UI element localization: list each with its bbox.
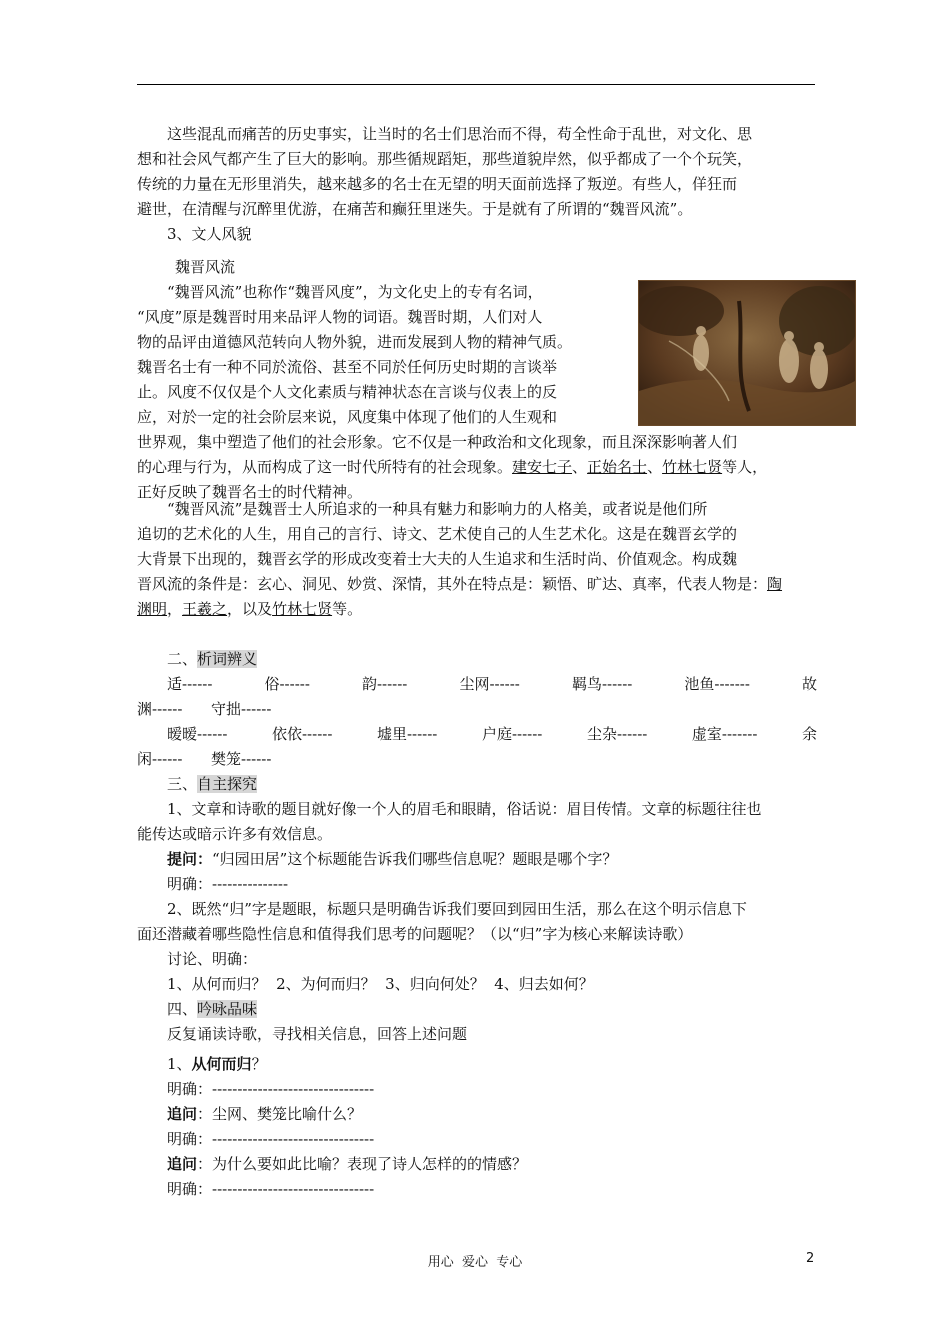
text-line: 世界观，集中塑造了他们的社会形象。它不仅是一种政治和文化现象，而且深深影响著人们	[137, 433, 738, 451]
link-tao-yuanming[interactable]: 陶	[767, 575, 783, 593]
section-heading	[137, 647, 817, 672]
answer-line: 明确：--------------------------------	[167, 1080, 375, 1098]
link-zhengshi[interactable]: 正始名士	[587, 458, 648, 476]
vocab-item: 尘杂------	[586, 725, 648, 743]
follow-label: 追问	[167, 1105, 198, 1123]
page-number: 2	[806, 1251, 815, 1266]
text-line: 这些混乱而痛苦的历史事实，让当时的名士们思治而不得，苟全性命于乱世，对文化、思	[167, 125, 753, 143]
text-line: 应，对於一定的社会阶层来说，风度集中体现了他们的人生观和	[137, 408, 558, 426]
vocab-row	[137, 722, 817, 747]
text-line: 追切的艺术化的人生，用自己的言行、诗文、艺术使自己的人生艺术化。这是在魏晋玄学的	[137, 525, 738, 543]
vocab-item: 池鱼-------	[684, 675, 750, 693]
section-number: 二、	[167, 650, 198, 668]
section-title: 自主探究	[197, 775, 258, 793]
text-line: “魏晋风流”也称作“魏晋风度”，为文化史上的专有名词，	[167, 283, 543, 301]
separator: 、	[647, 458, 663, 476]
link-zhulin[interactable]: 竹林七贤	[662, 458, 723, 476]
section-appreciation	[137, 997, 817, 1202]
text-line: 能传达或暗示许多有效信息。	[137, 825, 333, 843]
text-line	[137, 597, 817, 622]
paragraph-fengliu	[137, 497, 817, 622]
questions-line: 1、从何而归？ 2、为何而归？ 3、归向何处？ 4、归去如何？	[167, 975, 594, 993]
section-title: 析词辨义	[197, 650, 258, 668]
question-line	[137, 1152, 817, 1177]
subheading: 魏晋风流	[175, 258, 236, 276]
vocab-row	[137, 672, 817, 697]
text-line: 避世，在清醒与沉醉里优游，在痛苦和癫狂里迷失。于是就有了所谓的“魏晋风流”。	[137, 200, 693, 218]
ask-label: 提问：	[167, 850, 213, 868]
section-heading	[137, 997, 817, 1022]
vocab-row-cont: 渊------ 守拙------	[137, 700, 272, 718]
footer-motto: 用心 爱心 专心	[427, 1255, 523, 1270]
follow-label: 追问	[167, 1155, 198, 1173]
vocab-item: 余	[801, 725, 817, 743]
text-line	[137, 455, 817, 480]
link-tao-yuanming[interactable]: 渊明	[137, 600, 168, 618]
text-line: 2、既然“归”字是题眼，标题只是明确告诉我们要回到园田生活，那么在这个明示信息下	[167, 900, 747, 918]
text-span: 的心理与行为，从而构成了这一时代所特有的社会现象。	[137, 458, 513, 476]
ask-text: “归园田居”这个标题能告诉我们哪些信息呢？题眼是哪个字？	[212, 850, 618, 868]
text-span: 等人，	[722, 458, 768, 476]
vocab-item: 虚室-------	[691, 725, 758, 743]
question-mark: ？	[251, 1055, 267, 1073]
question-line	[137, 1102, 817, 1127]
text-line	[137, 572, 817, 597]
vocab-item: 户庭------	[481, 725, 543, 743]
text-line: “风度”原是魏晋时用来品评人物的词语。魏晋时期，人们对人	[137, 308, 543, 326]
text-line: 反复诵读诗歌，寻找相关信息，回答上述问题	[167, 1025, 468, 1043]
section-heading	[137, 772, 817, 797]
vocab-item: 暧暧------	[167, 725, 228, 743]
text-span: ，以及	[227, 600, 273, 618]
section-vocabulary	[137, 647, 817, 772]
answer-line: 明确：--------------------------------	[167, 1180, 375, 1198]
paragraph-weijin	[137, 255, 817, 505]
text-span: 晋风流的条件是：玄心、洞见、妙赏、深情，其外在特点是：颖悟、旷达、真率，代表人物是：	[137, 575, 768, 593]
text-line: 面还潜藏着哪些隐性信息和值得我们思考的问题呢？（以“归”字为核心来解读诗歌）	[137, 925, 693, 943]
section-heading: 3、文人风貌	[167, 225, 252, 243]
follow-text: ：为什么要如此比喻？表现了诗人怎样的的情感？	[197, 1155, 528, 1173]
link-zhulin[interactable]: 竹林七贤	[272, 600, 333, 618]
separator: ，	[167, 600, 183, 618]
text-line: 正好反映了魏晋名士的时代精神。	[137, 483, 363, 501]
section-number: 四、	[167, 1000, 198, 1018]
text-line: 止。风度不仅仅是个人文化素质与精神状态在言谈与仪表上的反	[137, 383, 558, 401]
follow-text: ：尘网、樊笼比喻什么？	[197, 1105, 363, 1123]
text-line: 传统的力量在无形里消失，越来越多的名士在无望的明天面前选择了叛逆。有些人，佯狂而	[137, 175, 738, 193]
section-inquiry	[137, 772, 817, 997]
vocab-item: 适------	[167, 675, 213, 693]
section-title: 吟咏品味	[197, 1000, 258, 1018]
vocab-row-cont: 闲------ 樊笼------	[137, 750, 272, 768]
text-line: 想和社会风气都产生了巨大的影响。那些循规蹈矩，那些道貌岸然，似乎都成了一个个玩笑，	[137, 150, 753, 168]
answer-line: 明确：---------------	[167, 875, 289, 893]
section-number: 三、	[167, 775, 198, 793]
question-line	[137, 1052, 817, 1077]
question-number: 1、	[167, 1055, 192, 1073]
vocab-item: 羁鸟------	[571, 675, 633, 693]
question-text: 从何而归	[191, 1055, 252, 1073]
separator: 、	[572, 458, 588, 476]
text-line: “魏晋风流”是魏晋士人所追求的一种具有魅力和影响力的人格美，或者说是他们所	[167, 500, 708, 518]
link-jianan[interactable]: 建安七子	[512, 458, 573, 476]
vocab-item: 韵------	[361, 675, 408, 693]
text-line: 大背景下出现的，魏晋玄学的形成改变着士大夫的人生追求和生活时尚、价值观念。构成魏	[137, 550, 738, 568]
vocab-item: 墟里------	[376, 725, 438, 743]
question-line	[137, 847, 817, 872]
text-line: 1、文章和诗歌的题目就好像一个人的眉毛和眼睛，俗话说：眉目传情。文章的标题往往也	[167, 800, 762, 818]
link-wang-xizhi[interactable]: 王羲之	[182, 600, 228, 618]
text-span: 等。	[332, 600, 363, 618]
vocab-item: 故	[801, 675, 817, 693]
answer-line: 明确：--------------------------------	[167, 1130, 375, 1148]
paragraph-history	[137, 122, 817, 247]
text-line: 魏晋名士有一种不同於流俗、甚至不同於任何历史时期的言谈举	[137, 358, 558, 376]
text-line: 物的品评由道德风范转向人物外貌，进而发展到人物的精神气质。	[137, 333, 573, 351]
vocab-item: 依依------	[271, 725, 333, 743]
vocab-item: 俗------	[264, 675, 310, 693]
text-line: 讨论、明确：	[167, 950, 258, 968]
vocab-item: 尘网------	[459, 675, 520, 693]
header-rule	[137, 84, 815, 85]
